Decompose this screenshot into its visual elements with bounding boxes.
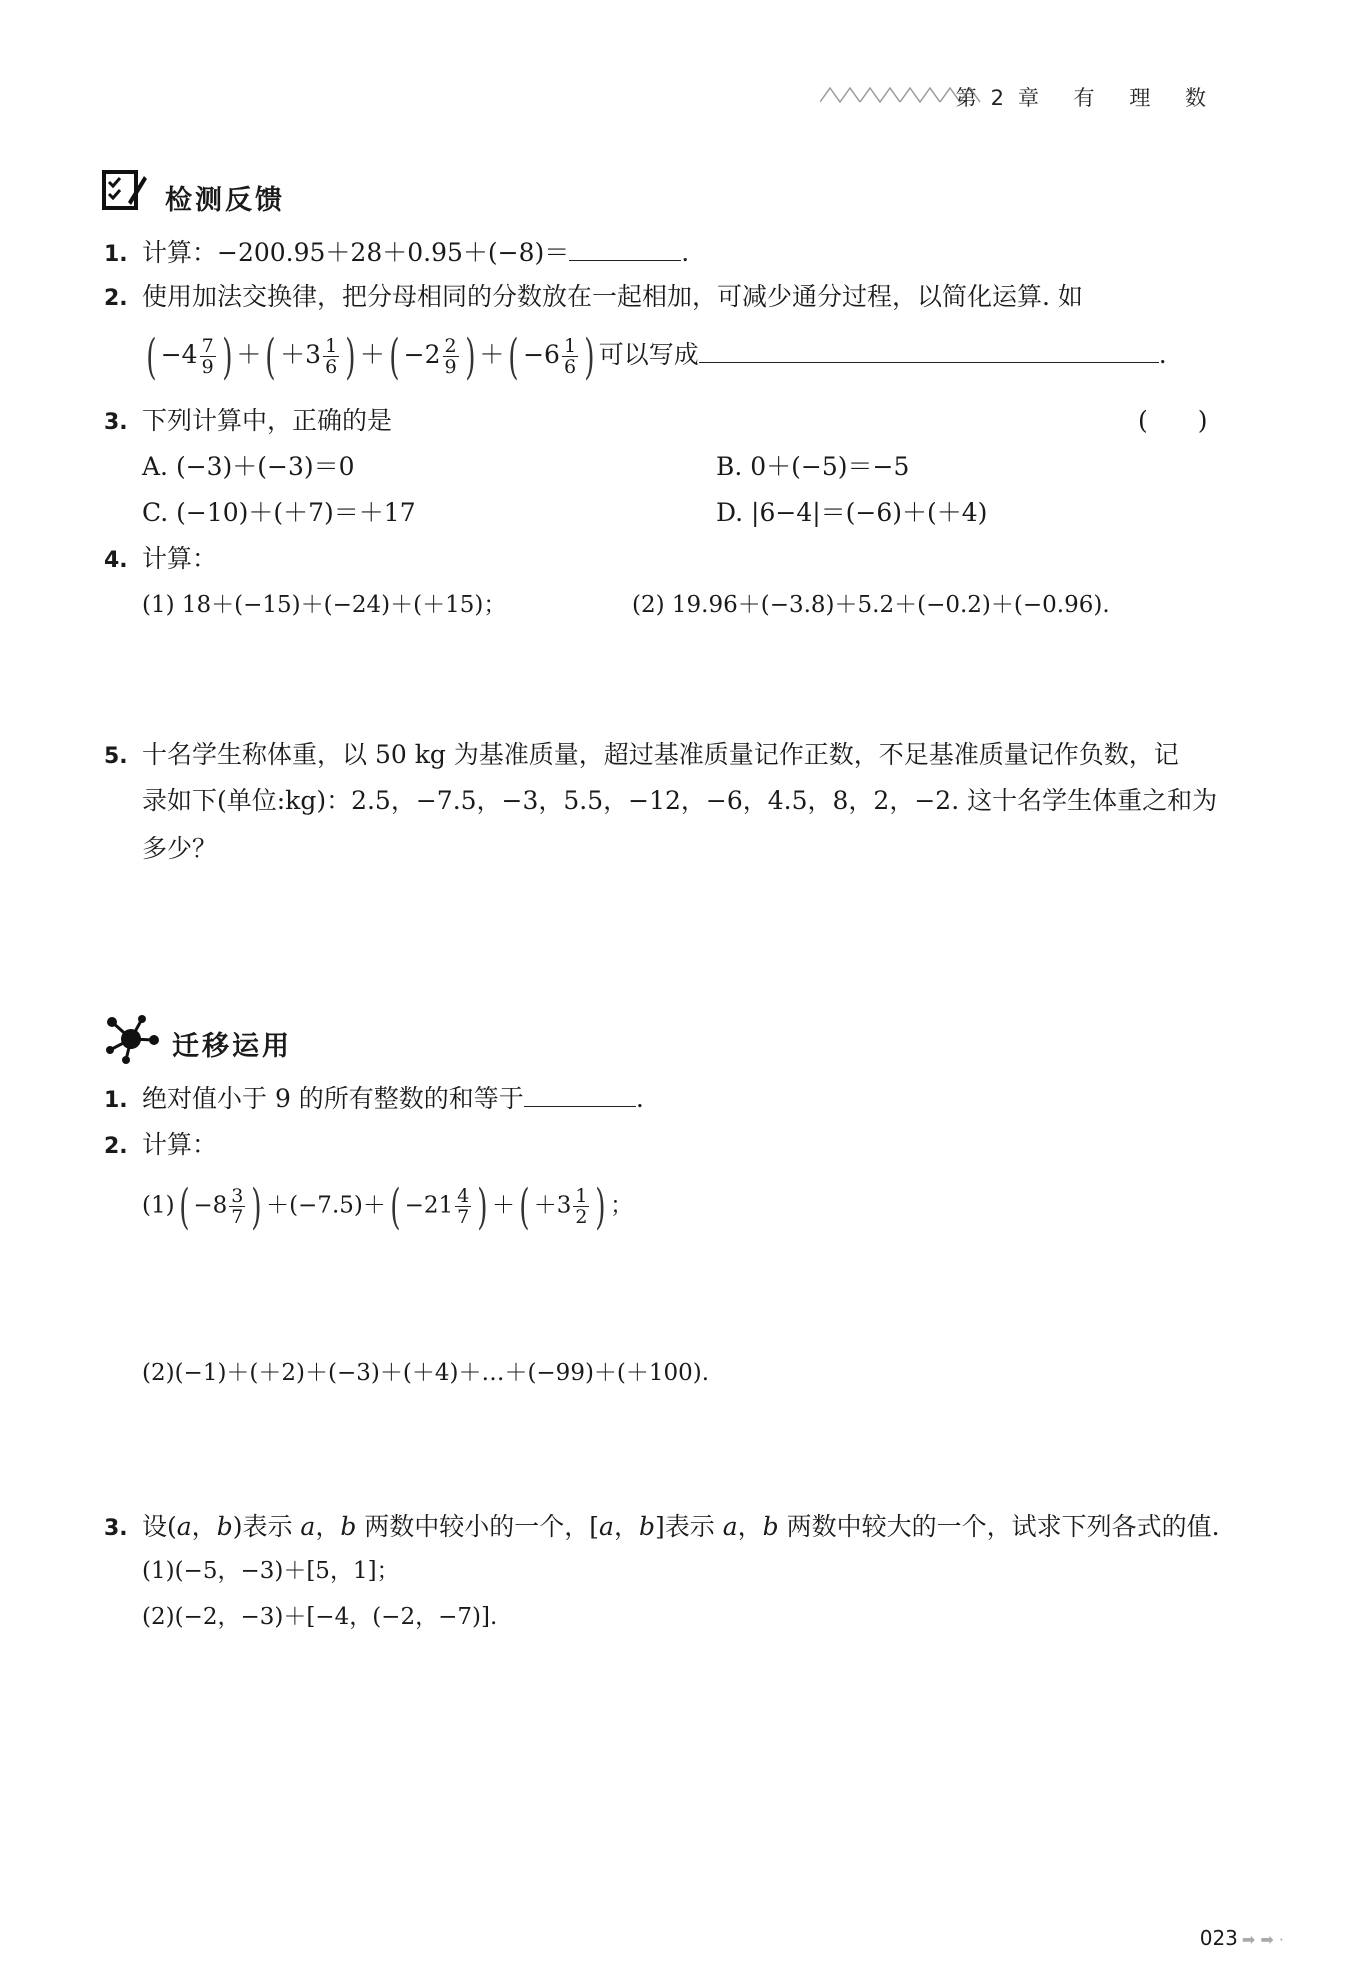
- fraction: $\frac{2}{9}$: [444, 335, 457, 378]
- question-number: 2.: [104, 1134, 128, 1159]
- answer-paren[interactable]: ( ): [1138, 406, 1208, 435]
- question-number: 4.: [104, 548, 128, 573]
- fraction: $\frac{1}{6}$: [563, 335, 577, 378]
- question-4: [104, 542, 217, 578]
- question-4-part-2: (2) 19.96＋(−3.8)＋5.2＋(−0.2)＋(−0.96).: [632, 592, 1110, 618]
- question-5-line-3: 多少？: [142, 834, 218, 863]
- answer-blank[interactable]: [569, 236, 681, 261]
- question-2: [104, 280, 1083, 316]
- transfer-question-3: 3. 设(a，b)表示 a，b 两数中较小的一个，[a，b]表示 a，b 两数中较大的一个，试求下列各式的值.: [104, 1510, 1220, 1546]
- question-2-expression: ( −4 $\frac{7}{9}$ ) ＋( ＋3 $\frac{1}{6}$ ) ＋( −2 $\frac{2}{9}$ ) ＋( −6 $\frac{1}{6}$ ) 可以写成 .: [146, 328, 1167, 385]
- transfer-question-2: [104, 1128, 217, 1164]
- checklist-pen-icon: [100, 166, 148, 214]
- question-text: 计算：: [142, 544, 218, 573]
- question-text: 计算：−200.95＋28＋0.95＋(−8)＝: [142, 238, 570, 267]
- answer-blank[interactable]: [524, 1082, 636, 1107]
- arrow-decoration-icon: ➡ ➡ ·: [1241, 1930, 1284, 1949]
- question-number: 1.: [104, 1088, 128, 1113]
- question-3: [104, 404, 392, 440]
- option-d[interactable]: D. |6−4|＝(−6)＋(＋4): [716, 498, 988, 527]
- question-text: 十名学生称体重，以 50 kg 为基准质量，超过基准质量记作正数，不足基准质量记作负数，记: [142, 740, 1179, 769]
- fraction: $\frac{7}{9}$: [201, 335, 214, 378]
- chapter-header: 第2章 有 理 数: [955, 86, 1220, 110]
- transfer-question-2-part-2: (2)(−1)＋(＋2)＋(−3)＋(＋4)＋…＋(−99)＋(＋100).: [142, 1360, 710, 1386]
- question-number: 3.: [104, 1516, 128, 1541]
- option-a[interactable]: A. (−3)＋(−3)＝0: [142, 452, 355, 481]
- question-1: 1. 计算：−200.95＋28＋0.95＋(−8)＝ .: [104, 236, 689, 272]
- page-number: 023 ➡ ➡ ·: [1199, 1926, 1284, 1950]
- transfer-question-1: 1. 绝对值小于 9 的所有整数的和等于 .: [104, 1082, 644, 1118]
- question-4-part-1: (1) 18＋(−15)＋(−24)＋(＋15)；: [142, 592, 507, 618]
- fraction: $\frac{1}{2}$: [575, 1185, 588, 1228]
- question-5: [104, 738, 1179, 774]
- molecule-network-icon: [102, 1014, 160, 1064]
- section-title-feedback: 检测反馈: [165, 185, 285, 216]
- question-text: 绝对值小于 9 的所有整数的和等于: [142, 1084, 524, 1113]
- transfer-question-3-part-2: (2)(−2，−3)＋[−4，(−2，−7)].: [142, 1604, 498, 1630]
- question-number: 2.: [104, 286, 128, 311]
- question-number: 1.: [104, 242, 128, 267]
- fraction: $\frac{1}{6}$: [325, 335, 338, 378]
- question-text: 使用加法交换律，把分母相同的分数放在一起相加，可减少通分过程，以简化运算. 如: [142, 282, 1083, 311]
- question-text: 计算：: [142, 1130, 218, 1159]
- fraction: $\frac{3}{7}$: [231, 1185, 244, 1228]
- option-c[interactable]: C. (−10)＋(＋7)＝＋17: [142, 498, 416, 527]
- question-5-line-2: 录如下(单位:kg)：2.5，−7.5，−3，5.5，−12，−6，4.5，8，2，−2. 这十名学生体重之和为: [142, 786, 1218, 815]
- question-number: 3.: [104, 410, 128, 435]
- fraction: $\frac{4}{7}$: [457, 1185, 470, 1228]
- section-title-transfer: 迁移运用: [172, 1031, 292, 1062]
- question-number: 5.: [104, 744, 128, 769]
- option-b[interactable]: B. 0＋(−5)＝−5: [716, 452, 910, 481]
- transfer-question-3-part-1: (1)(−5，−3)＋[5，1]；: [142, 1558, 400, 1584]
- answer-blank[interactable]: [699, 338, 1159, 363]
- transfer-question-2-part-1: (1)( −8 $\frac{3}{7}$ ) ＋(−7.5)＋( −21 $\frac{4}{7}$ ) ＋( ＋3 $\frac{1}{2}$ ) ；: [142, 1178, 634, 1235]
- question-text: 下列计算中，正确的是: [142, 406, 393, 435]
